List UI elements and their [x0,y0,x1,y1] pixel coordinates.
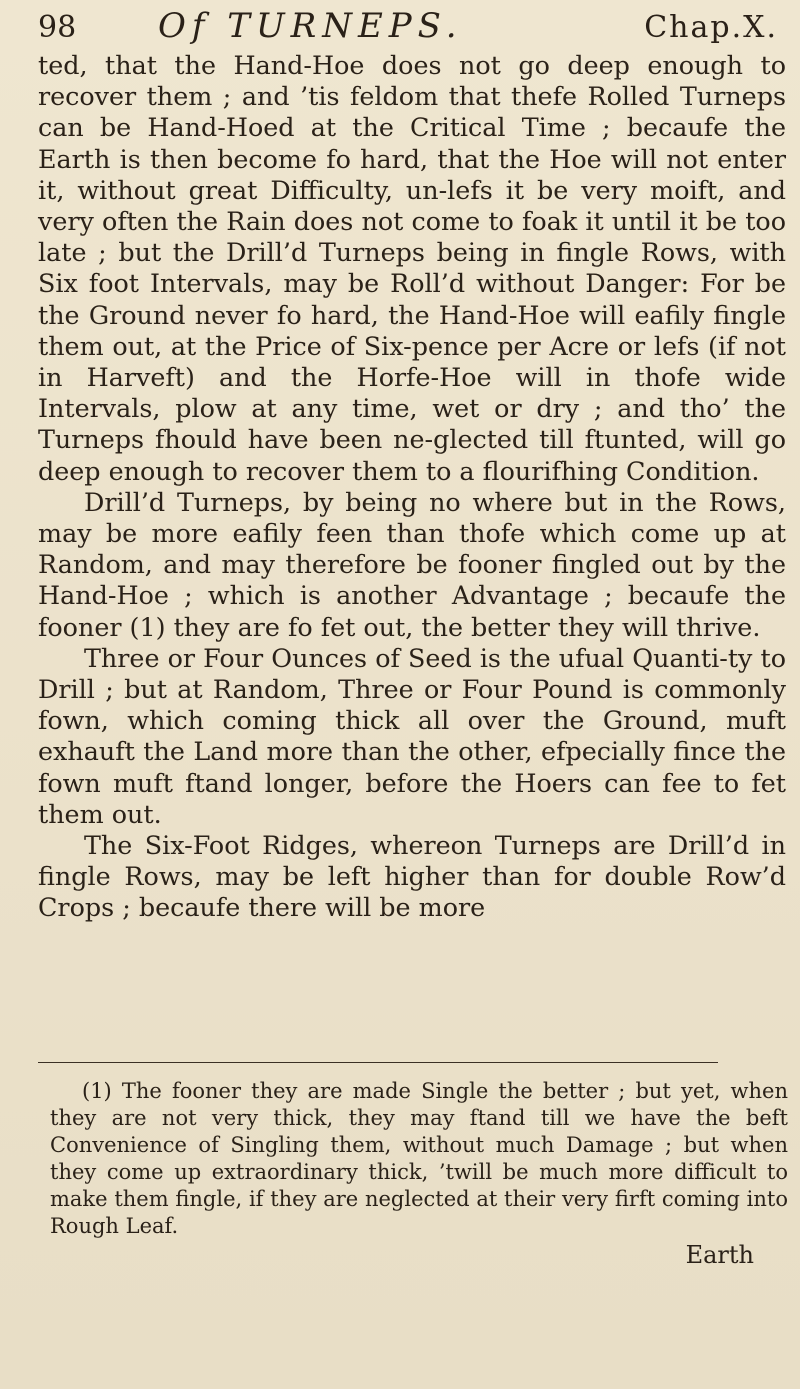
paragraph: Three or Four Ounces of Seed is the ufual Quanti-ty to Drill ; but at Random, Three or Four Pound is commonly fown, which coming thick all over the Ground, muft exhauft the Land more than the other, efpecially fince the fown muft ftand longer, before the Hoers can fee to fet them out. [38,642,786,829]
paragraph: The Six-Foot Ridges, whereon Turneps are Drill’d in fingle Rows, may be left higher than for double Row’d Crops ; becaufe there will be more [38,830,786,923]
page-number: 98 [38,10,77,45]
paragraph: ted, that the Hand-Hoe does not go deep enough to recover them ; and ’tis feldom that thefe Rolled Turneps can be Hand-Hoed at the Critical Time ; becaufe the Earth is then become fo hard, that the Hoe will not enter it, without great Difficulty, un-lefs it be very moift, and very often the Rain does not come to foak it until it be too late ; but the Drill’d Turneps being in fingle Rows, with Six foot Intervals, may be Roll’d without Danger: For be the Ground never fo hard, the Hand-Hoe will eafily fingle them out, at the Price of Six-pence per Acre or lefs (if not in Harveft) and the Horfe-Hoe will in thofe wide Intervals, plow at any time, wet or dry ; and tho’ the Turneps fhould have been ne-glected till ftunted, will go deep enough to recover them to a flourifhing Condition. [38,50,786,486]
running-title: Of TURNEPS. [158,6,463,46]
catchword: Earth [685,1241,754,1269]
footnote-divider [38,1062,718,1063]
page-header [38,6,778,50]
footnotes [50,1078,788,1240]
footnote: (1) The fooner they are made Single the better ; but yet, when they are not very thick, they may ftand till we have the beft Convenience of Singling them, without much Damage ; but when they come up extraordinary thick, ’twill be much more difficult to make them fingle, if they are neglected at their very firft coming into Rough Leaf. [50,1079,788,1238]
main-text [38,50,786,924]
paragraph: Drill’d Turneps, by being no where but in the Rows, may be more eafily feen than thofe which come up at Random, and may therefore be fooner fingled out by the Hand-Hoe ; which is another Advantage ; becaufe the fooner (1) they are fo fet out, the better they will thrive. [38,486,786,642]
chapter-label: Chap.X. [644,10,778,45]
